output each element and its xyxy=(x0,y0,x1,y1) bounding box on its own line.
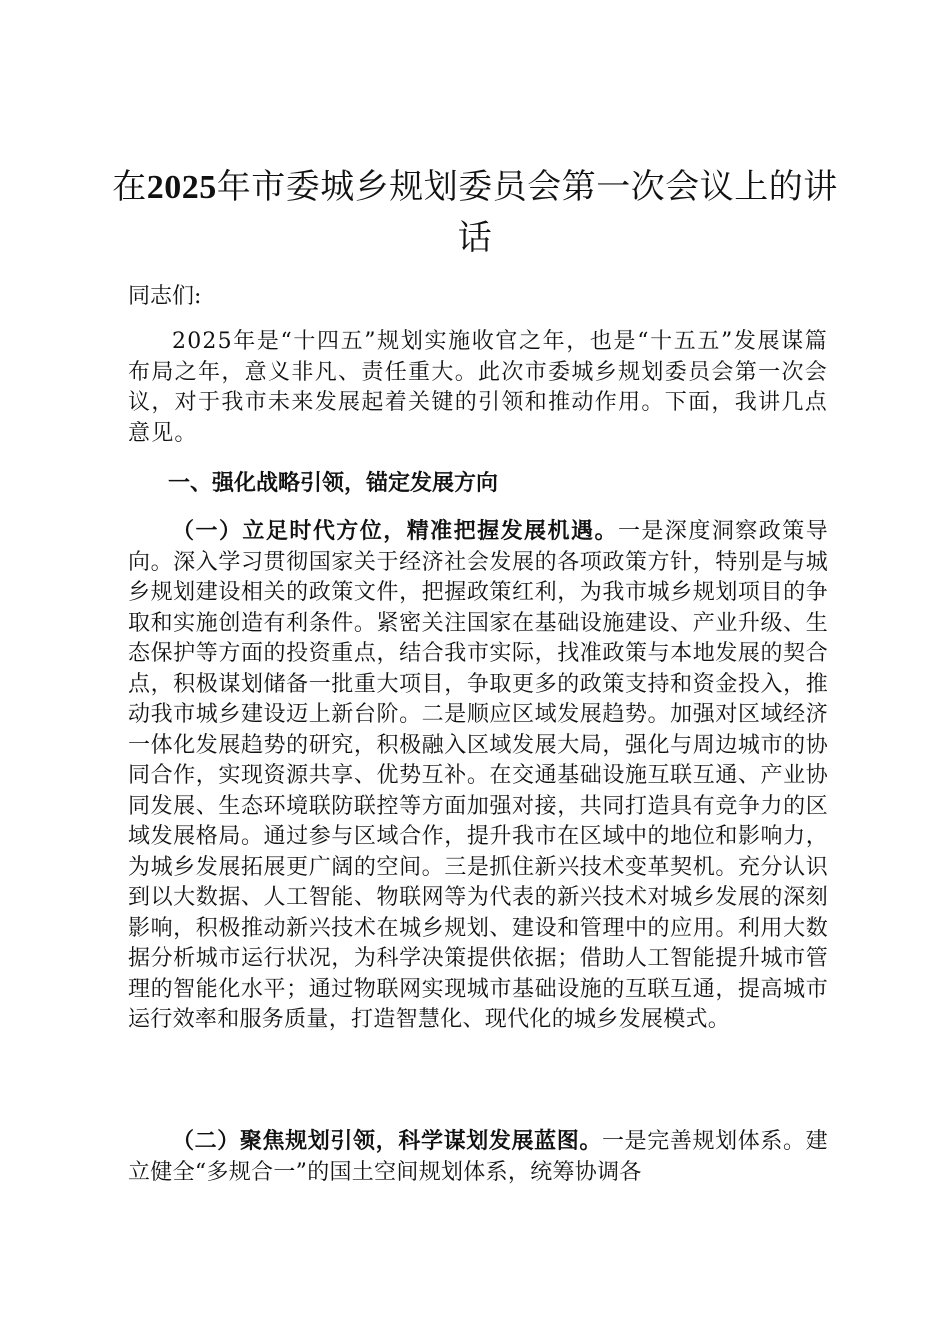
document-title xyxy=(110,162,840,264)
subsection-body-2: 一是完善规划体系。建立健全“多规合一”的国土空间规划体系，统筹协调各 xyxy=(128,1129,828,1185)
section-heading-1: 一、强化战略引领，锚定发展方向 xyxy=(168,471,499,496)
title-prefix: 在 xyxy=(112,167,147,207)
subsection-lead-2: （二）聚焦规划引领，科学谋划发展蓝图。 xyxy=(172,1129,602,1154)
title-year: 2025 xyxy=(146,169,217,206)
subsection-paragraph-1 xyxy=(128,517,828,1036)
salutation: 同志们: xyxy=(128,284,202,309)
subsection-lead-1: （一）立足时代方位，精准把握发展机遇。 xyxy=(172,519,618,544)
title-rest: 年市委城乡规划委员会第一次会议上的讲话 xyxy=(216,167,838,258)
subsection-body-1: 一是深度洞察政策导向。深入学习贯彻国家关于经济社会发展的各项政策方针，特别是与城乡规划建设相关的政策文件，把握政策红利，为我市城乡规划项目的争取和实施创造有利条件。紧密关注国家在基础设施建设、产业升级、生态保护等方面的投资重点，结合我市实际，找准政策与本地发展的契合点，积极谋划储备一批重大项目，争取更多的政策支持和资金投入，推动我市城乡建设迈上新台阶。二是顺应区域发展趋势。加强对区域经济一体化发展趋势的研究，积极融入区域发展大局，强化与周边城市的协同合作，实现资源共享、优势互补。在交通基础设施互联互通、产业协同发展、生态环境联防联控等方面加强对接，共同打造具有竞争力的区域发展格局。通过参与区域合作，提升我市在区域中的地位和影响力，为城乡发展拓展更广阔的空间。三是抓住新兴技术变革契机。充分认识到以大数据、人工智能、物联网等为代表的新兴技术对城乡发展的深刻影响，积极推动新兴技术在城乡规划、建设和管理中的应用。利用大数据分析城市运行状况，为科学决策提供依据；借助人工智能提升城市管理的智能化水平；通过物联网实现城市基础设施的互联互通，提高城市运行效率和服务质量，打造智慧化、现代化的城乡发展模式。 xyxy=(128,519,828,1032)
subsection-paragraph-2 xyxy=(128,1127,828,1188)
intro-paragraph: 2025年是“十四五”规划实施收官之年，也是“十五五”发展谋篇布局之年，意义非凡、责任重大。此次市委城乡规划委员会第一次会议，对于我市未来发展起着关键的引领和推动作用。下面，我讲几点意见。 xyxy=(128,329,828,446)
